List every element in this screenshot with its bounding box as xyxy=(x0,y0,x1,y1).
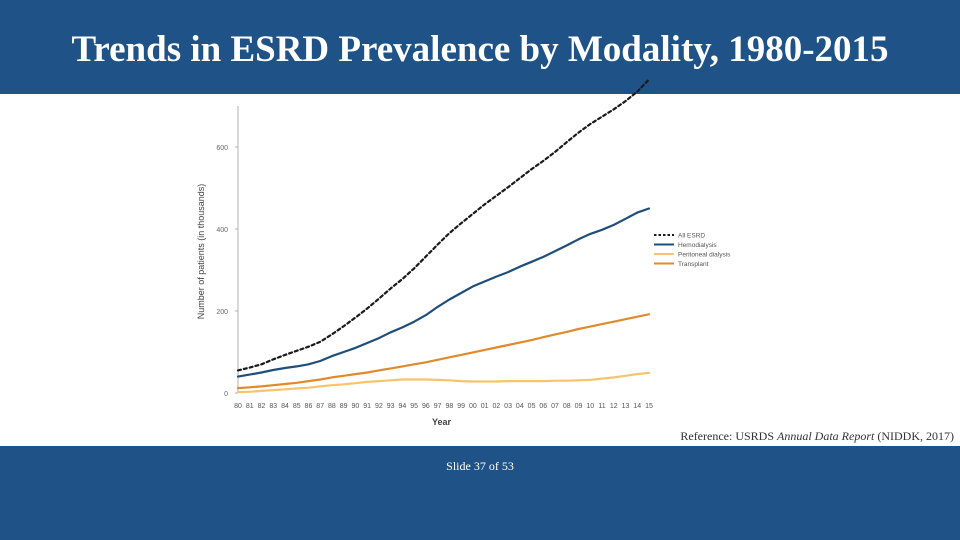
legend-label: All ESRD xyxy=(678,232,706,240)
x-tick-label: 15 xyxy=(645,403,653,410)
slide-number: Slide 37 of 53 xyxy=(446,459,514,473)
x-tick-label: 88 xyxy=(328,403,336,410)
x-tick-label: 07 xyxy=(551,403,559,410)
x-tick-label: 11 xyxy=(598,403,606,410)
x-tick-label: 95 xyxy=(410,403,419,410)
x-tick-label: 87 xyxy=(316,403,325,410)
x-tick-label: 96 xyxy=(421,403,430,410)
x-tick-label: 03 xyxy=(504,403,512,410)
series-line-transplant xyxy=(238,314,649,388)
y-tick-label: 0 xyxy=(224,391,228,398)
x-tick-label: 14 xyxy=(633,403,642,410)
x-tick-label: 05 xyxy=(527,403,536,410)
y-tick-label: 600 xyxy=(216,145,228,152)
x-tick-label: 93 xyxy=(386,403,395,410)
x-axis-title: Year xyxy=(431,417,452,427)
y-axis-title: Number of patients (in thousands) xyxy=(196,183,206,320)
reference-suffix: (NIDDK, 2017) xyxy=(874,429,954,443)
x-tick-label: 81 xyxy=(245,403,254,410)
x-tick-label: 86 xyxy=(304,403,313,410)
x-tick-label: 92 xyxy=(375,403,383,410)
x-tick-label: 00 xyxy=(468,403,477,410)
x-tick-label: 04 xyxy=(515,403,524,410)
x-tick-label: 82 xyxy=(257,403,266,410)
y-tick-label: 400 xyxy=(216,227,228,234)
x-tick-label: 97 xyxy=(433,403,442,410)
reference-source-title: Annual Data Report xyxy=(777,429,875,443)
x-tick-label: 89 xyxy=(339,403,348,410)
x-tick-label: 06 xyxy=(539,403,548,410)
slide-title: Trends in ESRD Prevalence by Modality, 1980-2015 xyxy=(71,29,889,70)
x-tick-label: 94 xyxy=(398,403,407,410)
x-tick-label: 98 xyxy=(445,403,454,410)
x-tick-label: 02 xyxy=(492,403,501,410)
x-tick-label: 83 xyxy=(269,403,278,410)
x-tick-label: 10 xyxy=(586,403,595,410)
x-tick-label: 90 xyxy=(351,403,360,410)
x-tick-label: 85 xyxy=(292,403,301,410)
legend-label: Transplant xyxy=(678,261,709,268)
x-tick-label: 13 xyxy=(621,403,630,410)
reference-note xyxy=(600,429,954,444)
reference-prefix: Reference: USRDS xyxy=(680,429,778,443)
x-tick-label: 12 xyxy=(609,403,618,410)
series-line-hemodialysis xyxy=(238,209,649,377)
x-tick-label: 80 xyxy=(234,403,242,410)
x-tick-label: 01 xyxy=(480,403,489,410)
y-tick-label: 200 xyxy=(216,309,228,316)
legend-label: Hemodialysis xyxy=(678,242,717,249)
x-tick-label: 09 xyxy=(574,403,583,410)
x-tick-label: 91 xyxy=(363,403,372,410)
x-tick-label: 99 xyxy=(457,403,466,410)
legend-label: Peritoneal dialysis xyxy=(678,251,731,259)
x-tick-label: 08 xyxy=(562,403,571,410)
x-tick-label: 84 xyxy=(281,403,289,410)
